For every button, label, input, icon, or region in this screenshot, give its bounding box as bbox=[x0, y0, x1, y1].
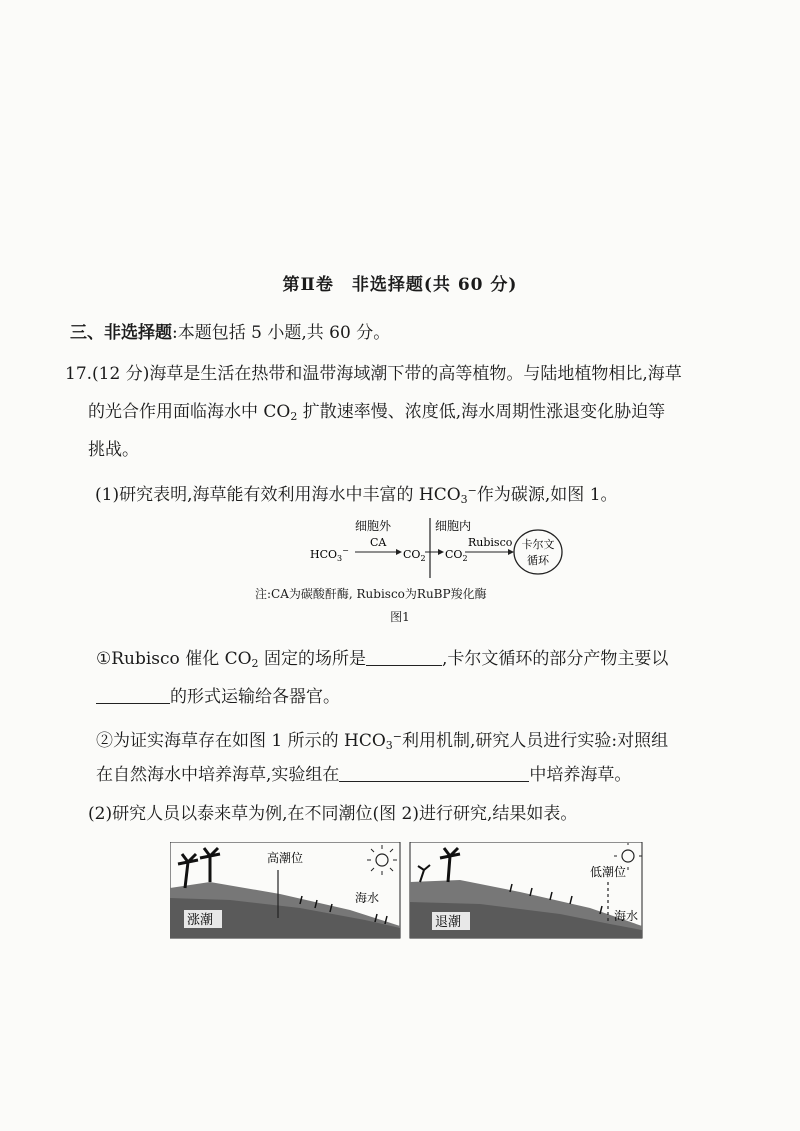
figure-1-rubisco-label: Rubisco bbox=[468, 536, 513, 549]
answer-blank-1[interactable] bbox=[366, 649, 442, 666]
figure-1-ca-label: CA bbox=[370, 536, 387, 549]
question-17-line-1: 17.(12 分)海草是生活在热带和温带海域潮下带的高等植物。与陆地植物相比,海草 bbox=[65, 364, 682, 384]
rising-tide-panel bbox=[170, 842, 400, 938]
figure-2-tide-diagram bbox=[170, 842, 650, 940]
subquestion-1-intro: (1)研究表明,海草能有效利用海水中丰富的 $HCO_3^-$作为碳源,如图 1。 bbox=[95, 484, 618, 506]
figure-1-inside-label: 细胞内 bbox=[435, 519, 472, 533]
figure-1-outside-label: 细胞外 bbox=[355, 519, 392, 533]
part-heading-line bbox=[70, 322, 390, 344]
subquestion-1-1-line-2: 的形式运输给各器官。 bbox=[96, 686, 340, 708]
part-heading: 三、非选择题 bbox=[70, 323, 172, 343]
calvin-cycle-label-2: 循环 bbox=[527, 554, 549, 567]
calvin-cycle-circle bbox=[514, 530, 562, 574]
figure-1-note: 注:CA为碳酸酐酶, Rubisco为RuBP羧化酶 bbox=[255, 587, 487, 601]
question-17-line-2: 的光合作用面临海水中 $CO_2$ 扩散速率慢、浓度低,海水周期性涨退变化胁迫等 bbox=[88, 402, 666, 423]
answer-blank-2[interactable] bbox=[96, 687, 170, 704]
right-seawater-label: 海水 bbox=[613, 909, 638, 923]
low-tide-label: 低潮位 bbox=[590, 865, 627, 879]
answer-blank-3[interactable] bbox=[339, 765, 529, 782]
rising-tide-label: 涨潮 bbox=[187, 913, 214, 928]
figure-1-caption: 图1 bbox=[390, 610, 410, 624]
figure-1-co2-inside: $CO_2$ bbox=[445, 548, 468, 563]
question-17-line-3: 挑战。 bbox=[88, 440, 139, 460]
figure-1-hco3: $HCO_3^-$ bbox=[310, 546, 349, 563]
part-description: :本题包括 5 小题,共 60 分。 bbox=[172, 323, 391, 343]
subquestion-1-2-line-1: ②为证实海草存在如图 1 所示的 $HCO_3^-$利用机制,研究人员进行实验:对照组 bbox=[96, 730, 669, 752]
figure-1-co2-outside: $CO_2$ bbox=[403, 548, 426, 563]
subquestion-2-intro: (2)研究人员以泰来草为例,在不同潮位(图 2)进行研究,结果如表。 bbox=[88, 804, 578, 824]
ebbing-tide-label: 退潮 bbox=[435, 915, 462, 930]
ebbing-tide-panel bbox=[410, 842, 642, 938]
left-seawater-label: 海水 bbox=[355, 891, 380, 905]
section-title: 第Ⅱ卷 非选择题(共 60 分) bbox=[282, 275, 518, 295]
high-tide-label: 高潮位 bbox=[267, 851, 304, 865]
subquestion-1-1-line-1: ①Rubisco 催化 $CO_2$ 固定的场所是 ,卡尔文循环的部分产物主要以 bbox=[96, 649, 669, 670]
calvin-cycle-label-1: 卡尔文 bbox=[521, 538, 555, 551]
subquestion-1-2-line-2: 在自然海水中培养海草,实验组在 中培养海草。 bbox=[96, 765, 632, 785]
